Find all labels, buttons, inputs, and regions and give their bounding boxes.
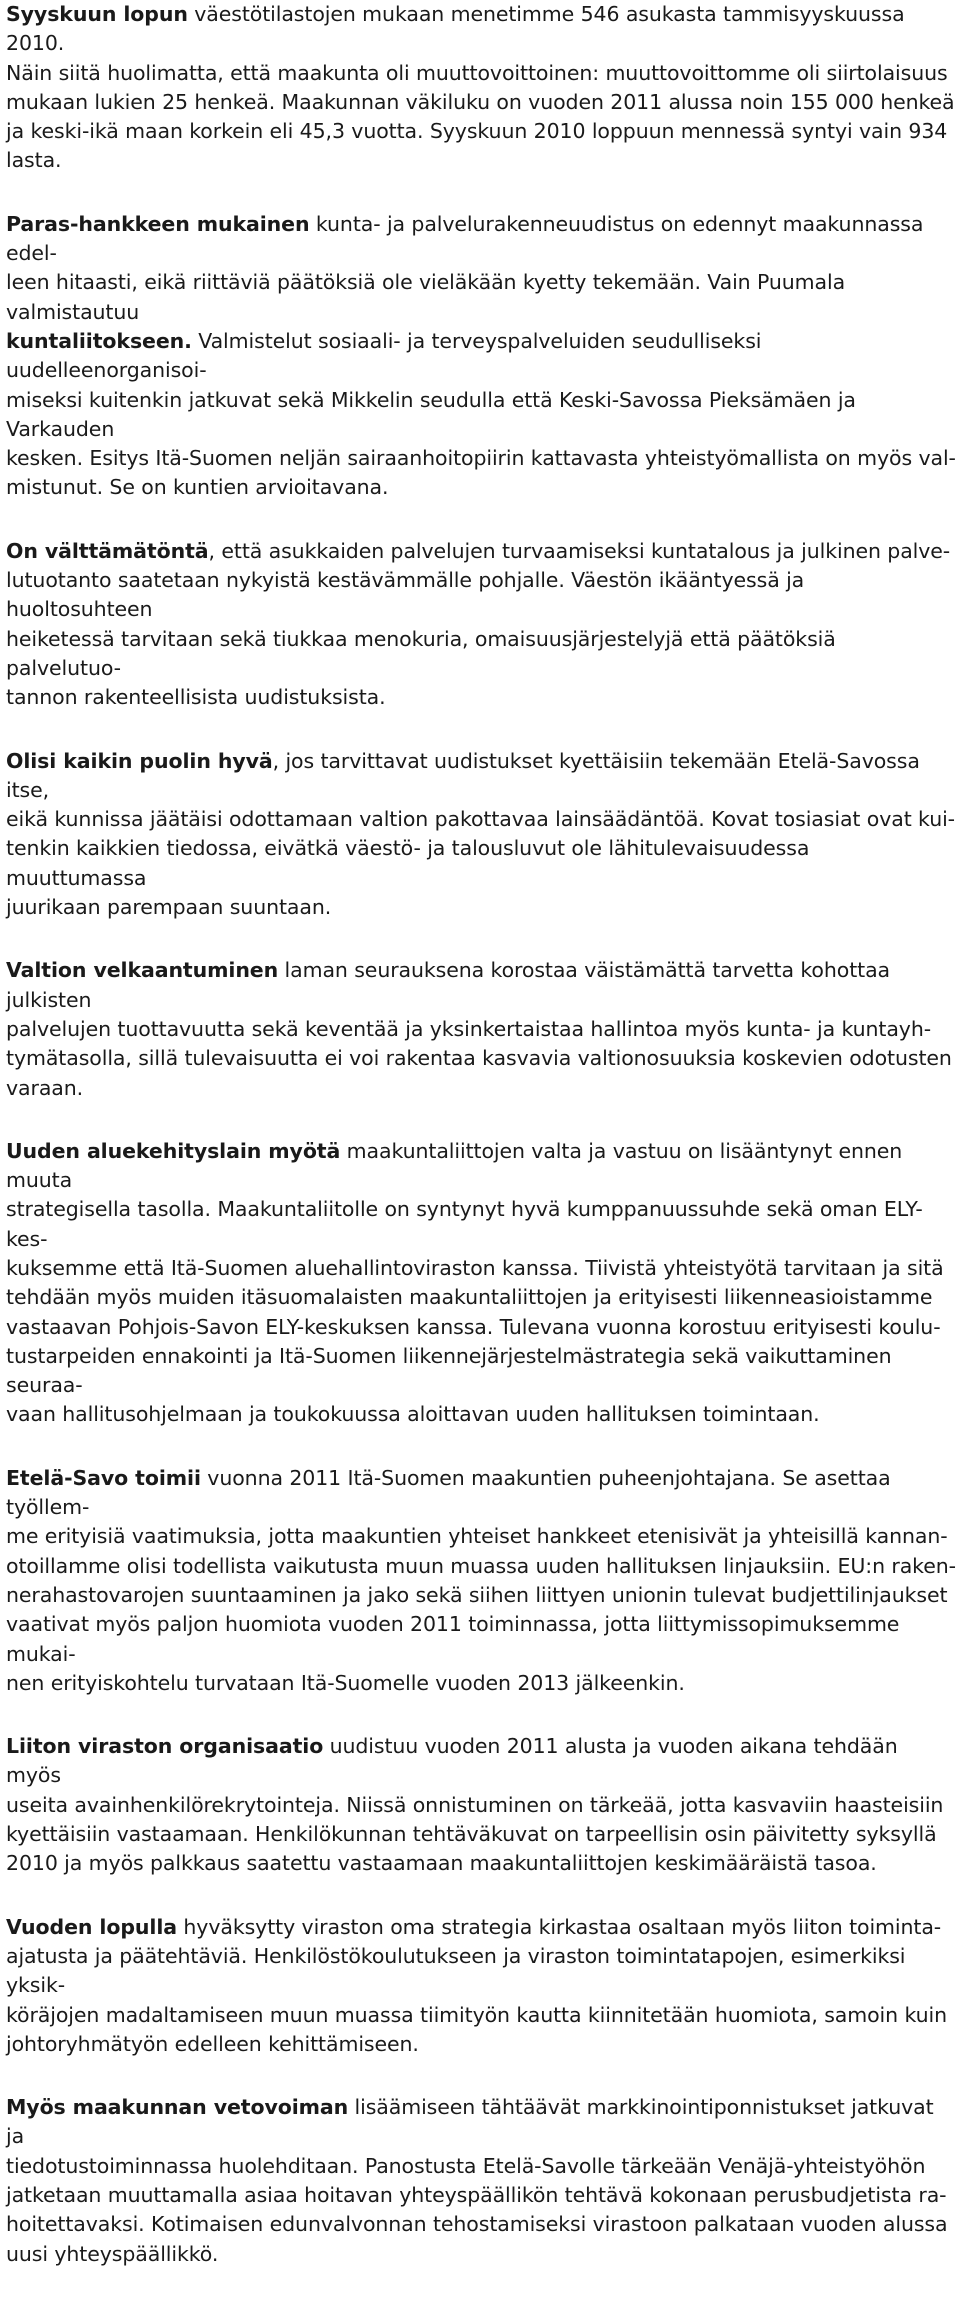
paragraph-inline-bold: kuntaliitokseen. bbox=[6, 328, 192, 353]
document-page bbox=[6, 0, 956, 2303]
paragraph-body: lisäämiseen tähtäävät markkinointiponnistukset jatkuvat ja tiedotustoiminnassa huolehditaan. Panostusta Etelä-Savolle tärkeään Venäjä-yhteistyöhön jatketaan muuttamalla asiaa hoitavan yhteyspäällikön tehtävä kokonaan perusbudjetista ra- hoitettavaksi. Kotimaisen edunvalvonnan tehostamiseksi virastoon palkataan vuoden alussa uusi yhteyspäällikkö. bbox=[6, 2095, 948, 2266]
paragraph-chairmanship bbox=[6, 1464, 956, 1698]
paragraph-body: hyväksytty viraston oma strategia kirkastaa osaltaan myös liiton toiminta- ajatusta ja päätehtäviä. Henkilöstökoulutukseen ja viraston toimintatapojen, esimerkiksi yksik- köräjojen madaltamiseen muun muassa tiimityön kautta kiinnitetään huomiota, samoin kuin johtoryhmätyön edelleen kehittämiseen. bbox=[6, 1914, 947, 2056]
paragraph-lead: Myös maakunnan vetovoiman bbox=[6, 2095, 349, 2120]
paragraph-body: , jos tarvittavat uudistukset kyettäisiin tekemään Etelä-Savossa itse, eikä kunnissa jäätäisi odottamaan valtion pakottavaa lainsäädäntöä. Kovat tosiasiat ovat kui- tenkin kaikkien tiedossa, eivätkä väestö- ja talousluvut ole lähitulevaisuudessa muuttumassa juurikaan parempaan suuntaan. bbox=[6, 748, 955, 920]
paragraph-body: kunta- ja palvelurakenneuudistus on edennyt maakunnassa edel- leen hitaasti, eikä riittäviä päätöksiä ole vieläkään kyetty tekemään. Vain Puumala valmistautuu bbox=[6, 211, 924, 324]
paragraph-regional-development bbox=[6, 1137, 956, 1430]
paragraph-organisation bbox=[6, 1732, 956, 1878]
paragraph-lead: On välttämätöntä bbox=[6, 538, 209, 563]
paragraph-reforms bbox=[6, 747, 956, 923]
paragraph-body-continued: Valmistelut sosiaali- ja terveyspalveluiden seudulliseksi uudelleenorganisoi- miseksi kuitenkin jatkuvat sekä Mikkelin seudulla että Keski-Savossa Pieksämäen ja Varkauden kesken. Esitys Itä-Suomen neljän sairaanhoitopiirin kattavasta yhteistyömallista on myös val- mistunut. Se on kuntien arvioitavana. bbox=[6, 328, 956, 500]
paragraph-strategy bbox=[6, 1913, 956, 2059]
paragraph-lead: Olisi kaikin puolin hyvä bbox=[6, 748, 273, 773]
paragraph-body: väestötilastojen mukaan menetimme 546 asukasta tammisyyskuussa 2010. Näin siitä huolimatta, että maakunta oli muuttovoittoinen: muuttovoittomme oli siirtolaisuus mukaan lukien 25 henkeä. Maakunnan väkiluku on vuoden 2011 alussa noin 155 000 henkeä ja keski-ikä maan korkein eli 45,3 vuotta. Syyskuun 2010 loppuun mennessä syntyi vain 934 lasta. bbox=[6, 2, 955, 173]
paragraph-paras-project bbox=[6, 210, 956, 503]
paragraph-lead: Syyskuun lopun bbox=[6, 2, 188, 26]
paragraph-state-debt bbox=[6, 956, 956, 1102]
paragraph-body: maakuntaliittojen valta ja vastuu on lisääntynyt ennen muuta strategisella tasolla. Maakuntaliitolle on syntynyt hyvä kumppanuussuhde sekä oman ELY- kes- kuksemme että Itä-Suomen aluehallintoviraston kanssa. Tiivistä yhteistyötä tarvitaan ja sitä tehdään myös muiden itäsuomalaisten maakuntaliittojen ja erityisesti liikenneasioistamme vastaavan Pohjois-Savon ELY-keskuksen kanssa. Tulevana vuonna korostuu erityisesti koulu- tustarpeiden ennakointi ja Itä-Suomen liikennejärjestelmästrategia sekä vaikuttaminen seuraa- vaan hallitusohjelmaan ja toukokuussa aloittavan uuden hallituksen toimintaan. bbox=[6, 1138, 944, 1427]
paragraph-lead: Valtion velkaantuminen bbox=[6, 958, 279, 983]
paragraph-body: , että asukkaiden palvelujen turvaamiseksi kuntatalous ja julkinen palve- lutuotanto saatetaan nykyistä kestävämmälle pohjalle. Väestön ikääntyessä ja huoltosuhteen heiketessä tarvitaan sekä tiukkaa menokuria, omaisuusjärjestelyjä että päätöksiä palvelutuo- tannon rakenteellisista uudistuksista. bbox=[6, 538, 951, 710]
paragraph-body: laman seurauksena korostaa väistämättä tarvetta kohottaa julkisten palvelujen tuottavuutta sekä keventää ja yksinkertaistaa hallintoa myös kunta- ja kuntayh- tymätasolla, sillä tulevaisuutta ei voi rakentaa kasvavia valtionosuuksia koskevien odotusten varaan. bbox=[6, 958, 952, 1100]
paragraph-body: vuonna 2011 Itä-Suomen maakuntien puheenjohtajana. Se asettaa työllem- me erityisiä vaatimuksia, jotta maakuntien yhteiset hankkeet etenisivät ja yhteisillä kannan- otoillamme olisi todellista vaikutusta muun muassa uuden hallituksen linjauksiin. EU:n raken- nerahastovarojen suuntaaminen ja jako sekä siihen liittyen unionin tulevat budjettilinjaukset vaativat myös paljon huomiota vuoden 2011 toiminnassa, jotta liittymissopimuksemme mukai- nen erityiskohtelu turvataan Itä-Suomelle vuoden 2013 jälkeenkin. bbox=[6, 1465, 956, 1695]
paragraph-lead: Vuoden lopulla bbox=[6, 1914, 177, 1939]
paragraph-population bbox=[6, 0, 956, 176]
paragraph-lead: Uuden aluekehityslain myötä bbox=[6, 1138, 341, 1163]
paragraph-lead: Etelä-Savo toimii bbox=[6, 1465, 201, 1490]
paragraph-lead: Paras-hankkeen mukainen bbox=[6, 211, 310, 236]
paragraph-body: uudistuu vuoden 2011 alusta ja vuoden aikana tehdään myös useita avainhenkilörekrytointeja. Niissä onnistuminen on tärkeää, jotta kasvaviin haasteisiin kyettäisiin vastaamaan. Henkilökunnan tehtäväkuvat on tarpeellisin osin päivitetty syksyllä 2010 ja myös palkkaus saatettu vastaamaan maakuntaliittojen keskimääräistä tasoa. bbox=[6, 1734, 944, 1876]
paragraph-attractiveness bbox=[6, 2093, 956, 2269]
paragraph-lead: Liiton viraston organisaatio bbox=[6, 1734, 324, 1759]
paragraph-necessity bbox=[6, 537, 956, 713]
